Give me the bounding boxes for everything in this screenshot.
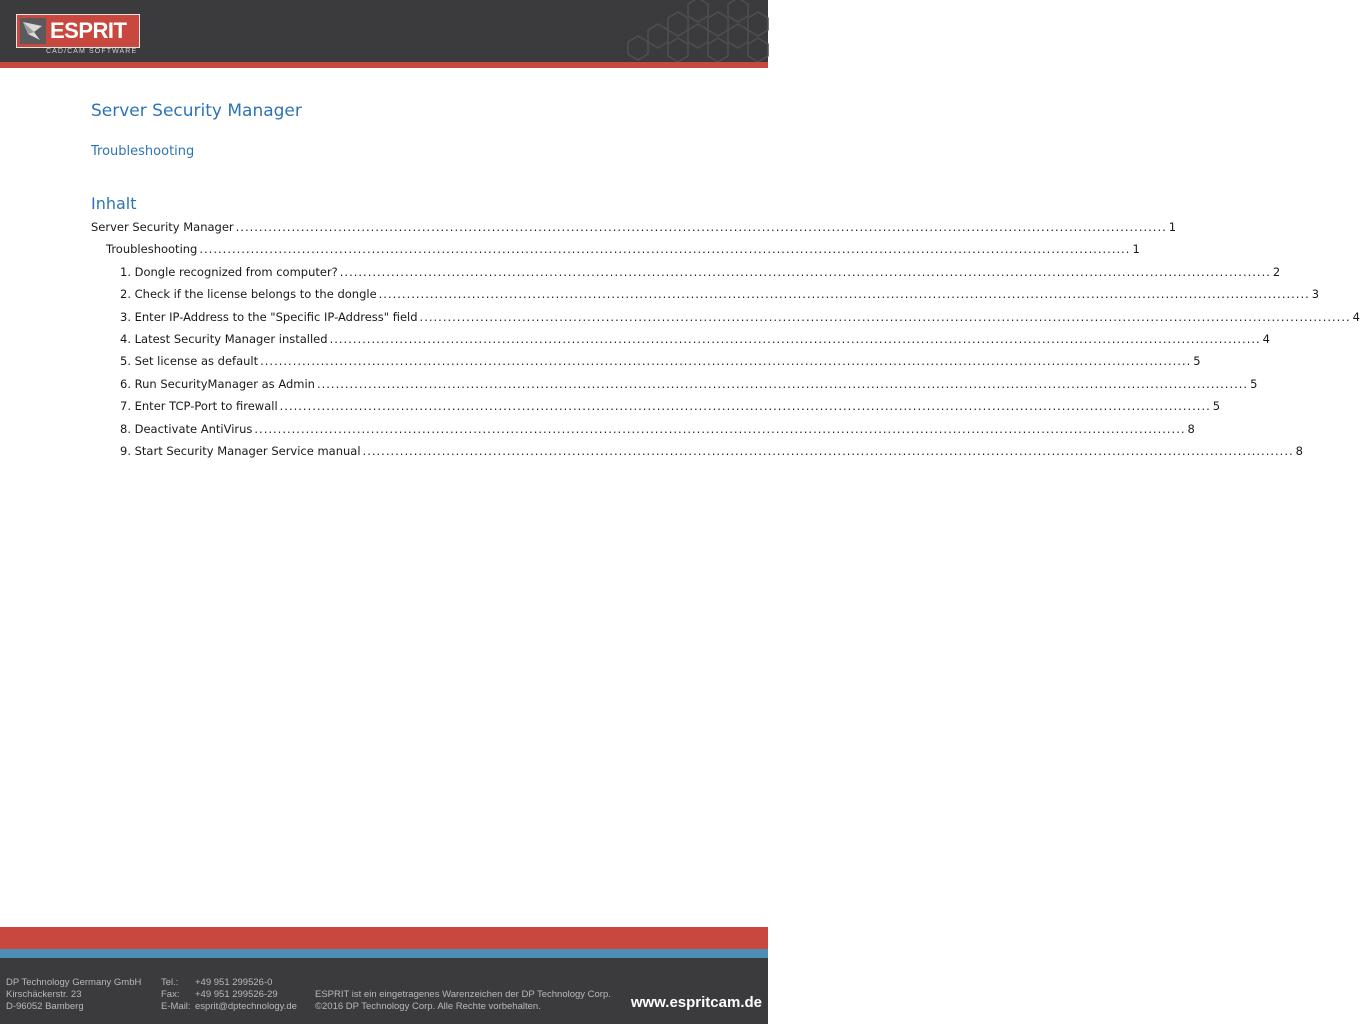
footer-city: D-96052 Bamberg — [6, 1001, 84, 1012]
toc-entry-page: 4 — [1262, 331, 1270, 346]
toc-entry-title: 1. Dongle recognized from computer? — [120, 264, 338, 279]
toc-entry-title: 9. Start Security Manager Service manual — [120, 443, 361, 458]
toc-entry-page: 5 — [1250, 376, 1258, 391]
footer-company-block — [6, 977, 141, 1013]
esprit-logo — [16, 14, 140, 48]
toc-dot-leader: ........................................................................................................................................................................................................ — [378, 287, 1310, 302]
footer-contact-labels — [161, 977, 191, 1013]
footer-blue-band — [0, 949, 768, 958]
toc-dot-leader: ........................................................................................................................................................................................................ — [339, 264, 1271, 279]
toc-entry[interactable] — [91, 352, 1201, 374]
toc-entry-page: 5 — [1193, 354, 1201, 369]
footer-email-link[interactable]: esprit@dptechnology.de — [195, 1001, 297, 1012]
toc-entry[interactable] — [91, 263, 1281, 285]
footer-email-label: E-Mail: — [161, 1001, 191, 1012]
toc-heading: Inhalt — [91, 194, 137, 213]
toc-entry-title: 3. Enter IP-Address to the "Specific IP-Address" field — [120, 309, 418, 324]
toc-entry[interactable] — [91, 375, 1258, 397]
footer-street: Kirschäckerstr. 23 — [6, 989, 82, 1000]
hexagon-pattern-decoration — [598, 0, 768, 62]
footer-company: DP Technology Germany GmbH — [6, 977, 142, 988]
table-of-contents — [91, 218, 1360, 464]
toc-entry[interactable] — [91, 285, 1320, 307]
toc-entry-page: 1 — [1132, 242, 1140, 257]
toc-dot-leader: ........................................................................................................................................................................................................ — [419, 309, 1351, 324]
toc-dot-leader: ........................................................................................................................................................................................................ — [260, 354, 1192, 369]
footer-trademark-line-1: ESPRIT ist ein eingetragenes Warenzeichen der DP Technology Corp. — [315, 989, 611, 1000]
toc-dot-leader: ........................................................................................................................................................................................................ — [329, 331, 1261, 346]
logo-tagline: CAD/CAM SOFTWARE — [46, 48, 138, 55]
toc-entry[interactable] — [91, 330, 1270, 352]
toc-entry-page: 2 — [1272, 264, 1281, 279]
logo-emblem-icon — [20, 18, 46, 44]
toc-entry-title: 6. Run SecurityManager as Admin — [120, 376, 315, 391]
toc-entry-page: 4 — [1352, 309, 1360, 324]
toc-entry[interactable] — [91, 420, 1195, 442]
toc-entry-page: 8 — [1187, 421, 1195, 436]
document-subtitle: Troubleshooting — [91, 144, 195, 159]
toc-entry-title: 2. Check if the license belongs to the dongle — [120, 287, 377, 302]
toc-dot-leader: ........................................................................................................................................................................................................ — [362, 443, 1294, 458]
footer-tel: +49 951 299526-0 — [195, 977, 273, 988]
toc-entry-title: Server Security Manager — [91, 220, 234, 234]
toc-entry-title: Troubleshooting — [106, 242, 198, 257]
toc-dot-leader: ........................................................................................................................................................................................................ — [316, 376, 1249, 391]
toc-dot-leader: ........................................................................................................................................................................................................ — [235, 220, 1167, 234]
footer-contact-values — [195, 977, 297, 1013]
footer-trademark-line-2: ©2016 DP Technology Corp. Alle Rechte vorbehalten. — [315, 1001, 541, 1012]
document-title: Server Security Manager — [91, 101, 302, 121]
toc-entry-page: 3 — [1311, 287, 1320, 302]
toc-entry-title: 8. Deactivate AntiVirus — [120, 421, 253, 436]
footer-red-band — [0, 927, 768, 949]
toc-entry-title: 4. Latest Security Manager installed — [120, 331, 328, 346]
toc-entry[interactable] — [91, 218, 1177, 240]
footer-tel-label: Tel.: — [161, 977, 179, 988]
toc-dot-leader: ........................................................................................................................................................................................................ — [199, 242, 1131, 257]
toc-entry[interactable] — [91, 240, 1140, 262]
header-red-stripe — [0, 62, 768, 68]
page-header — [0, 0, 768, 62]
toc-entry[interactable] — [91, 442, 1303, 464]
footer-fax: +49 951 299526-29 — [195, 989, 278, 1000]
toc-dot-leader: ........................................................................................................................................................................................................ — [279, 399, 1211, 414]
toc-entry[interactable] — [91, 397, 1221, 419]
toc-dot-leader: ........................................................................................................................................................................................................ — [254, 421, 1186, 436]
toc-entry-title: 7. Enter TCP-Port to firewall — [120, 399, 278, 414]
footer-website-link[interactable]: www.espritcam.de — [630, 994, 762, 1011]
footer-fax-label: Fax: — [161, 989, 180, 1000]
toc-entry-page: 1 — [1168, 220, 1177, 234]
logo-text: ESPRIT — [50, 18, 127, 43]
toc-entry-page: 5 — [1212, 399, 1221, 414]
footer-trademark-block — [315, 989, 611, 1013]
toc-entry[interactable] — [91, 308, 1360, 330]
toc-entry-page: 8 — [1295, 443, 1303, 458]
toc-entry-title: 5. Set license as default — [120, 354, 259, 369]
